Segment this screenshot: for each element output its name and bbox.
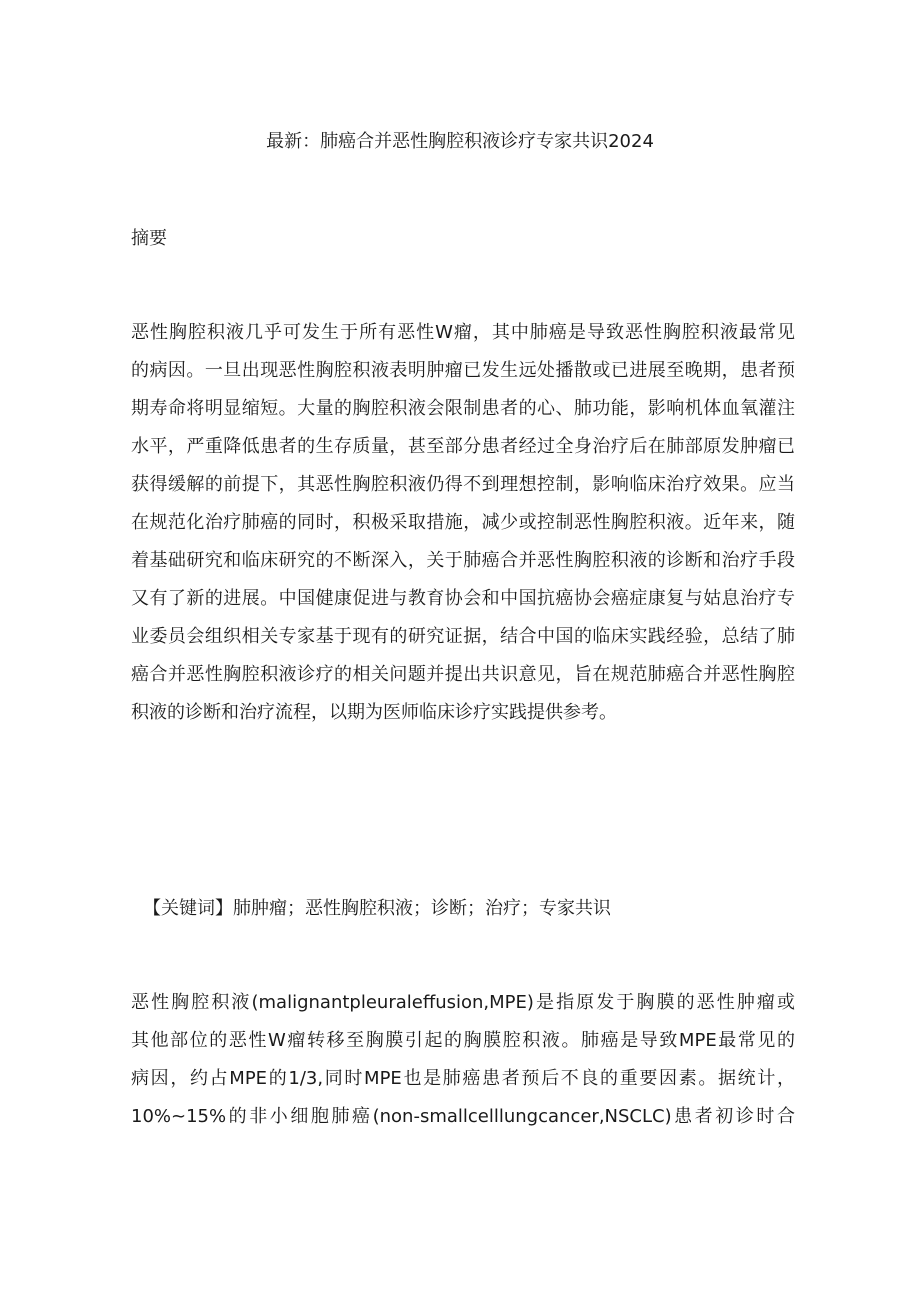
abstract-line: 着基础研究和临床研究的不断深入，关于肺癌合并恶性胸腔积液的诊断和治疗手段 — [131, 550, 795, 571]
abstract-line: 水平，严重降低患者的生存质量，甚至部分患者经过全身治疗后在肺部原发肿瘤已 — [131, 436, 795, 457]
document-title: 最新：肺癌合并恶性胸腔积液诊疗专家共识2024 — [266, 131, 654, 152]
abstract-line: 期寿命将明显缩短。大量的胸腔积液会限制患者的心、肺功能，影响机体血氧灌注 — [131, 398, 795, 419]
abstract-line: 又有了新的进展。中国健康促进与教育协会和中国抗癌协会癌症康复与姑息治疗专 — [131, 588, 795, 609]
abstract-line: 积液的诊断和治疗流程，以期为医师临床诊疗实践提供参考。 — [131, 702, 617, 723]
abstract-line: 业委员会组织相关专家基于现有的研究证据，结合中国的临床实践经验，总结了肺 — [131, 626, 795, 647]
abstract-line: 癌合并恶性胸腔积液诊疗的相关问题并提出共识意见，旨在规范肺癌合并恶性胸腔 — [131, 664, 795, 685]
abstract-line: 获得缓解的前提下，其恶性胸腔积液仍得不到理想控制，影响临床治疗效果。应当 — [131, 474, 795, 495]
body-line: 其他部位的恶性W瘤转移至胸膜引起的胸膜腔积液。肺癌是导致MPE最常见的 — [131, 1030, 795, 1051]
keywords-line: 【关键词】肺肿瘤；恶性胸腔积液；诊断；治疗；专家共识 — [143, 898, 611, 919]
abstract-line: 恶性胸腔积液几乎可发生于所有恶性W瘤，其中肺癌是导致恶性胸腔积液最常见 — [131, 322, 795, 343]
body-line: 恶性胸腔积液(malignantpleuraleffusion,MPE)是指原发于胸膜的恶性肿瘤或 — [131, 992, 795, 1013]
abstract-line: 的病因。一旦出现恶性胸腔积液表明肿瘤已发生远处播散或已进展至晚期，患者预 — [131, 360, 795, 381]
abstract-paragraph — [131, 320, 795, 738]
body-paragraph — [131, 990, 795, 1142]
body-line: 病因，约占MPE的1/3,同时MPE也是肺癌患者预后不良的重要因素。据统计， — [131, 1068, 795, 1089]
abstract-heading: 摘要 — [131, 228, 167, 249]
body-line: 10%~15%的非小细胞肺癌(non-smallcelllungcancer,NSCLC)患者初诊时合 — [131, 1106, 795, 1127]
abstract-line: 在规范化治疗肺癌的同时，积极采取措施，减少或控制恶性胸腔积液。近年来，随 — [131, 512, 795, 533]
